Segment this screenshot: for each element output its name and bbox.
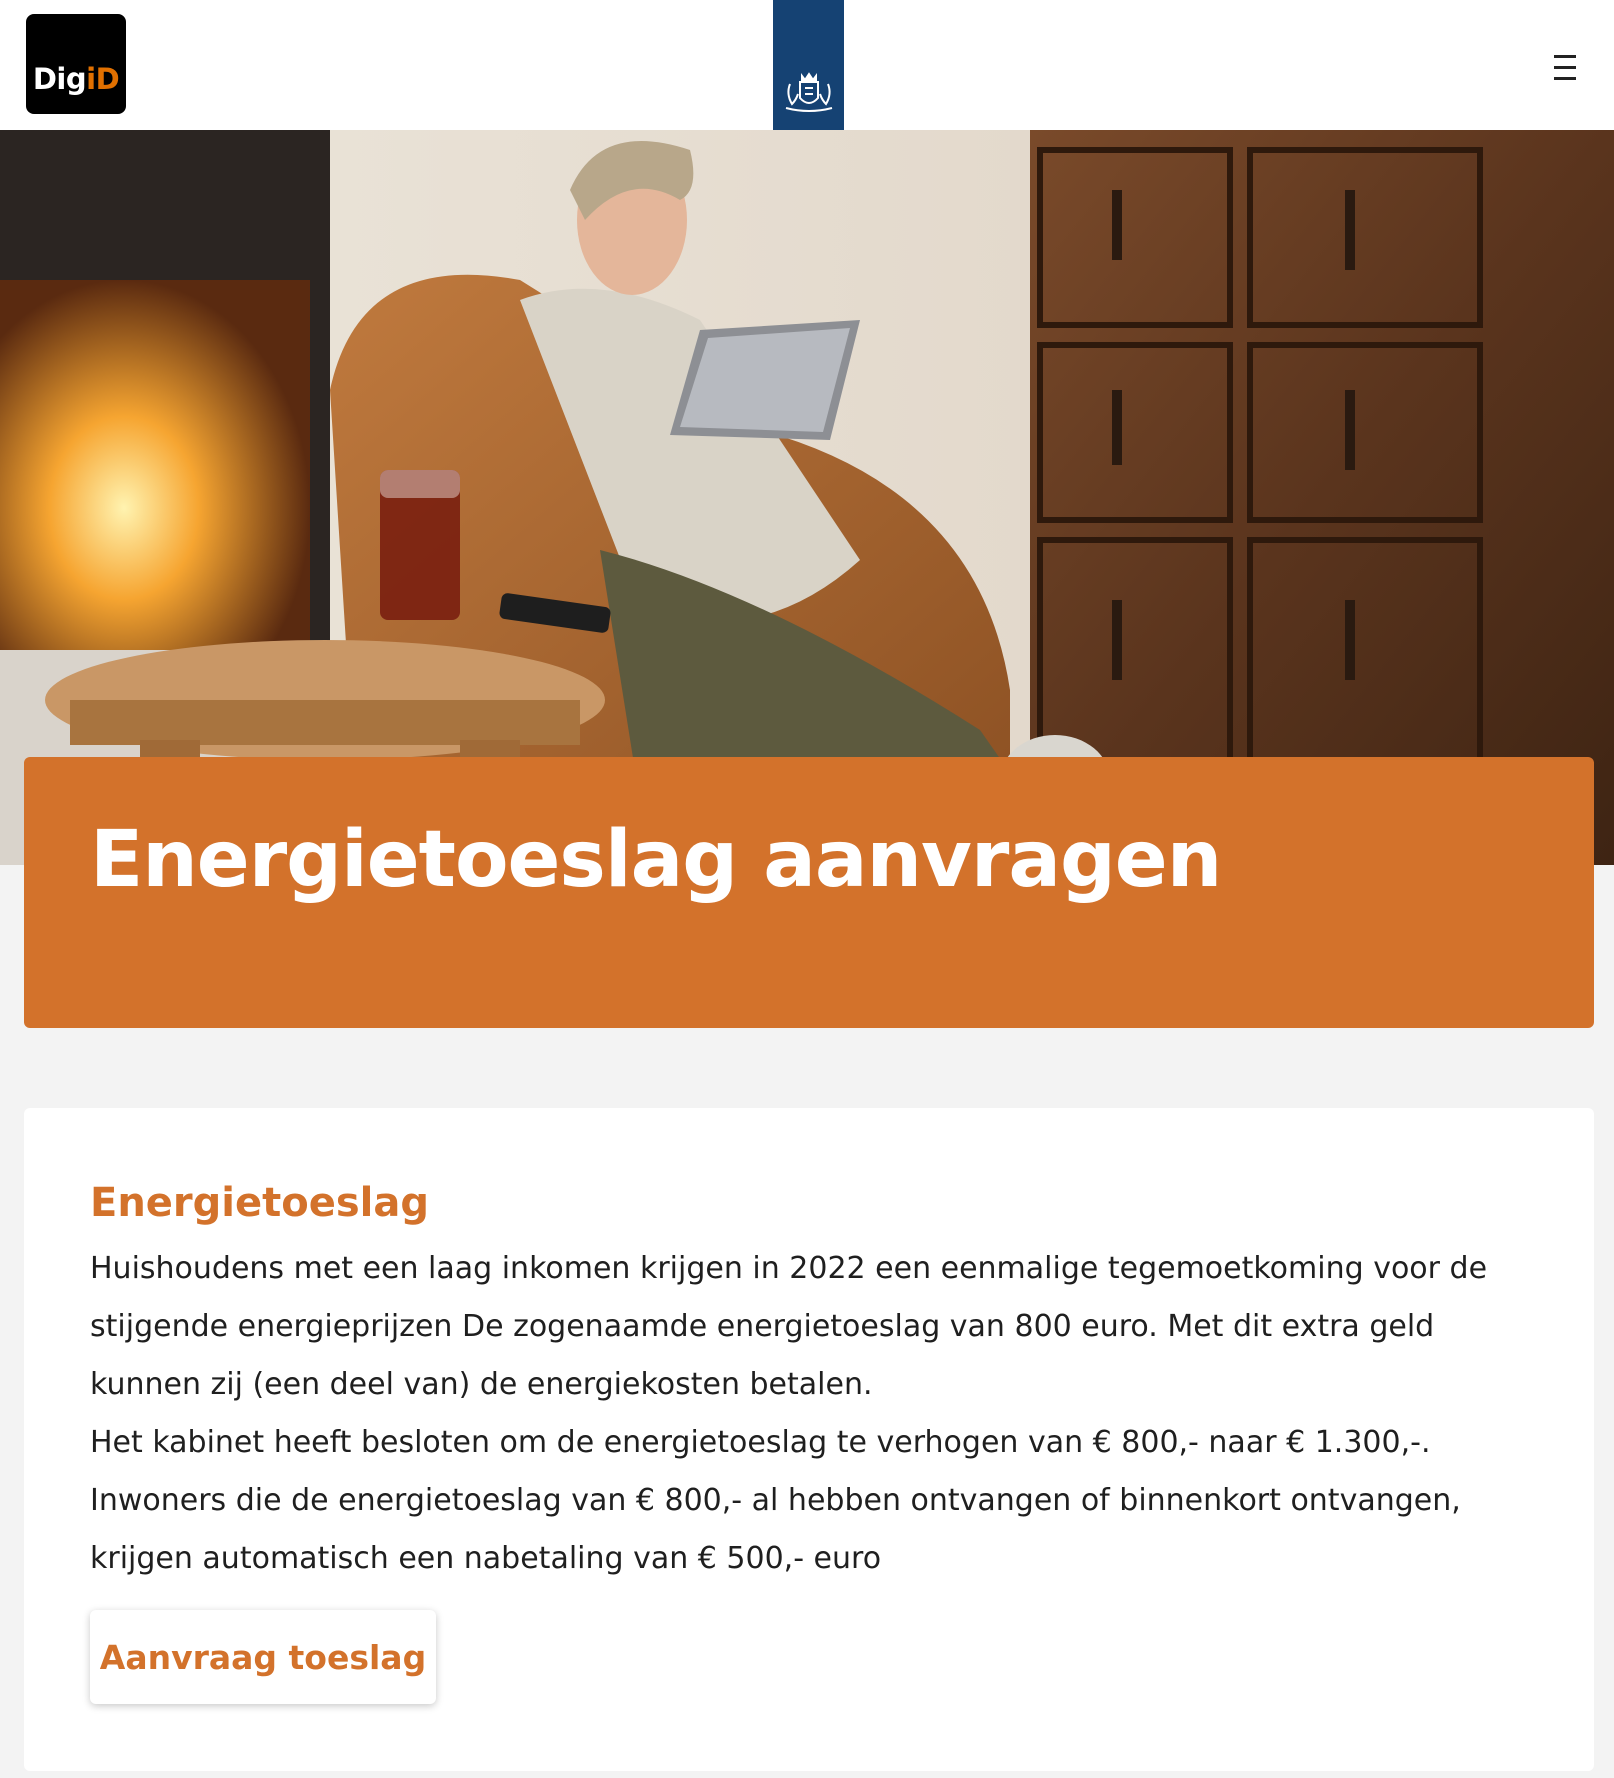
site-header [0, 0, 1614, 130]
apply-toeslag-button[interactable]: Aanvraag toeslag [90, 1610, 436, 1704]
hamburger-menu-icon[interactable] [1548, 55, 1582, 89]
content-card [24, 1108, 1594, 1771]
section-body [90, 1240, 1530, 1588]
digid-logo[interactable] [26, 14, 126, 114]
page-title: Energietoeslag aanvragen [90, 815, 1222, 905]
coat-of-arms-icon [778, 64, 840, 116]
logo-text-white: Dig [32, 62, 87, 96]
hero-photo-woman-reading-tablet [0, 130, 1614, 865]
hero-title-banner [24, 757, 1594, 1028]
section-heading: Energietoeslag [90, 1180, 430, 1226]
update-paragraph: Het kabinet heeft besloten om de energietoeslag te verhogen van € 800,- naar € 1.300,-. Inwoners die de energietoeslag van € 800,- al hebben ontvangen of binnenkort ontvangen, krijgen automatisch een nabetaling van € 500,- euro [90, 1425, 1461, 1576]
logo-text-orange: iD [86, 62, 120, 96]
rijksoverheid-logo[interactable] [773, 0, 844, 130]
intro-paragraph: Huishoudens met een laag inkomen krijgen in 2022 een eenmalige tegemoetkoming voor de stijgende energieprijzen De zogenaamde energietoeslag van 800 euro. Met dit extra geld kunnen zij (een deel van) de energiekosten betalen. [90, 1251, 1488, 1402]
hero-image [0, 130, 1614, 865]
